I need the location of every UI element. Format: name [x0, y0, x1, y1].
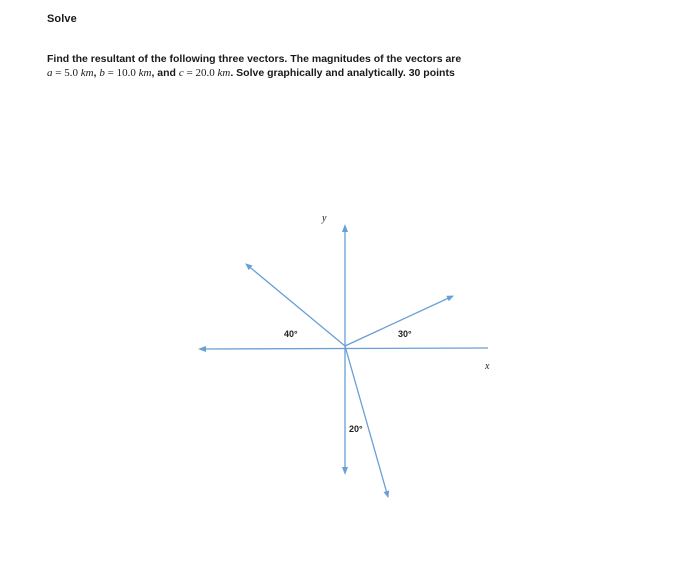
vector-lower — [345, 346, 388, 497]
instruction-tail: Solve graphically and analytically. 30 points — [236, 67, 455, 79]
angle-label-upper-left: 40° — [284, 329, 298, 339]
x-axis-left-arrow-icon — [198, 346, 206, 352]
x-axis-label: x — [485, 361, 490, 372]
y-axis-lower-arrow-icon — [342, 467, 348, 475]
separator-end: . — [230, 67, 234, 79]
y-axis-arrow-icon — [342, 224, 348, 232]
y-axis-label: y — [322, 213, 327, 224]
angle-label-lower: 20° — [349, 424, 363, 434]
separator-2: , and — [151, 67, 176, 79]
vector-a-symbol: a — [47, 67, 53, 79]
heading: Solve — [47, 13, 77, 25]
vector-b-unit: km — [138, 67, 152, 79]
separator-1: , — [93, 67, 97, 79]
problem-line-1: Find the resultant of the following three vectors. The magnitudes of the vectors are — [47, 53, 462, 65]
vector-a-unit: km — [80, 67, 94, 79]
vector-c-value: = 20.0 — [186, 67, 215, 79]
vector-c-unit: km — [217, 67, 231, 79]
vector-a-value: = 5.0 — [55, 67, 78, 79]
vector-b-value: = 10.0 — [107, 67, 136, 79]
angle-label-upper-right: 30° — [398, 329, 412, 339]
vector-b-symbol: b — [99, 67, 105, 79]
vector-c-symbol: c — [178, 67, 184, 79]
